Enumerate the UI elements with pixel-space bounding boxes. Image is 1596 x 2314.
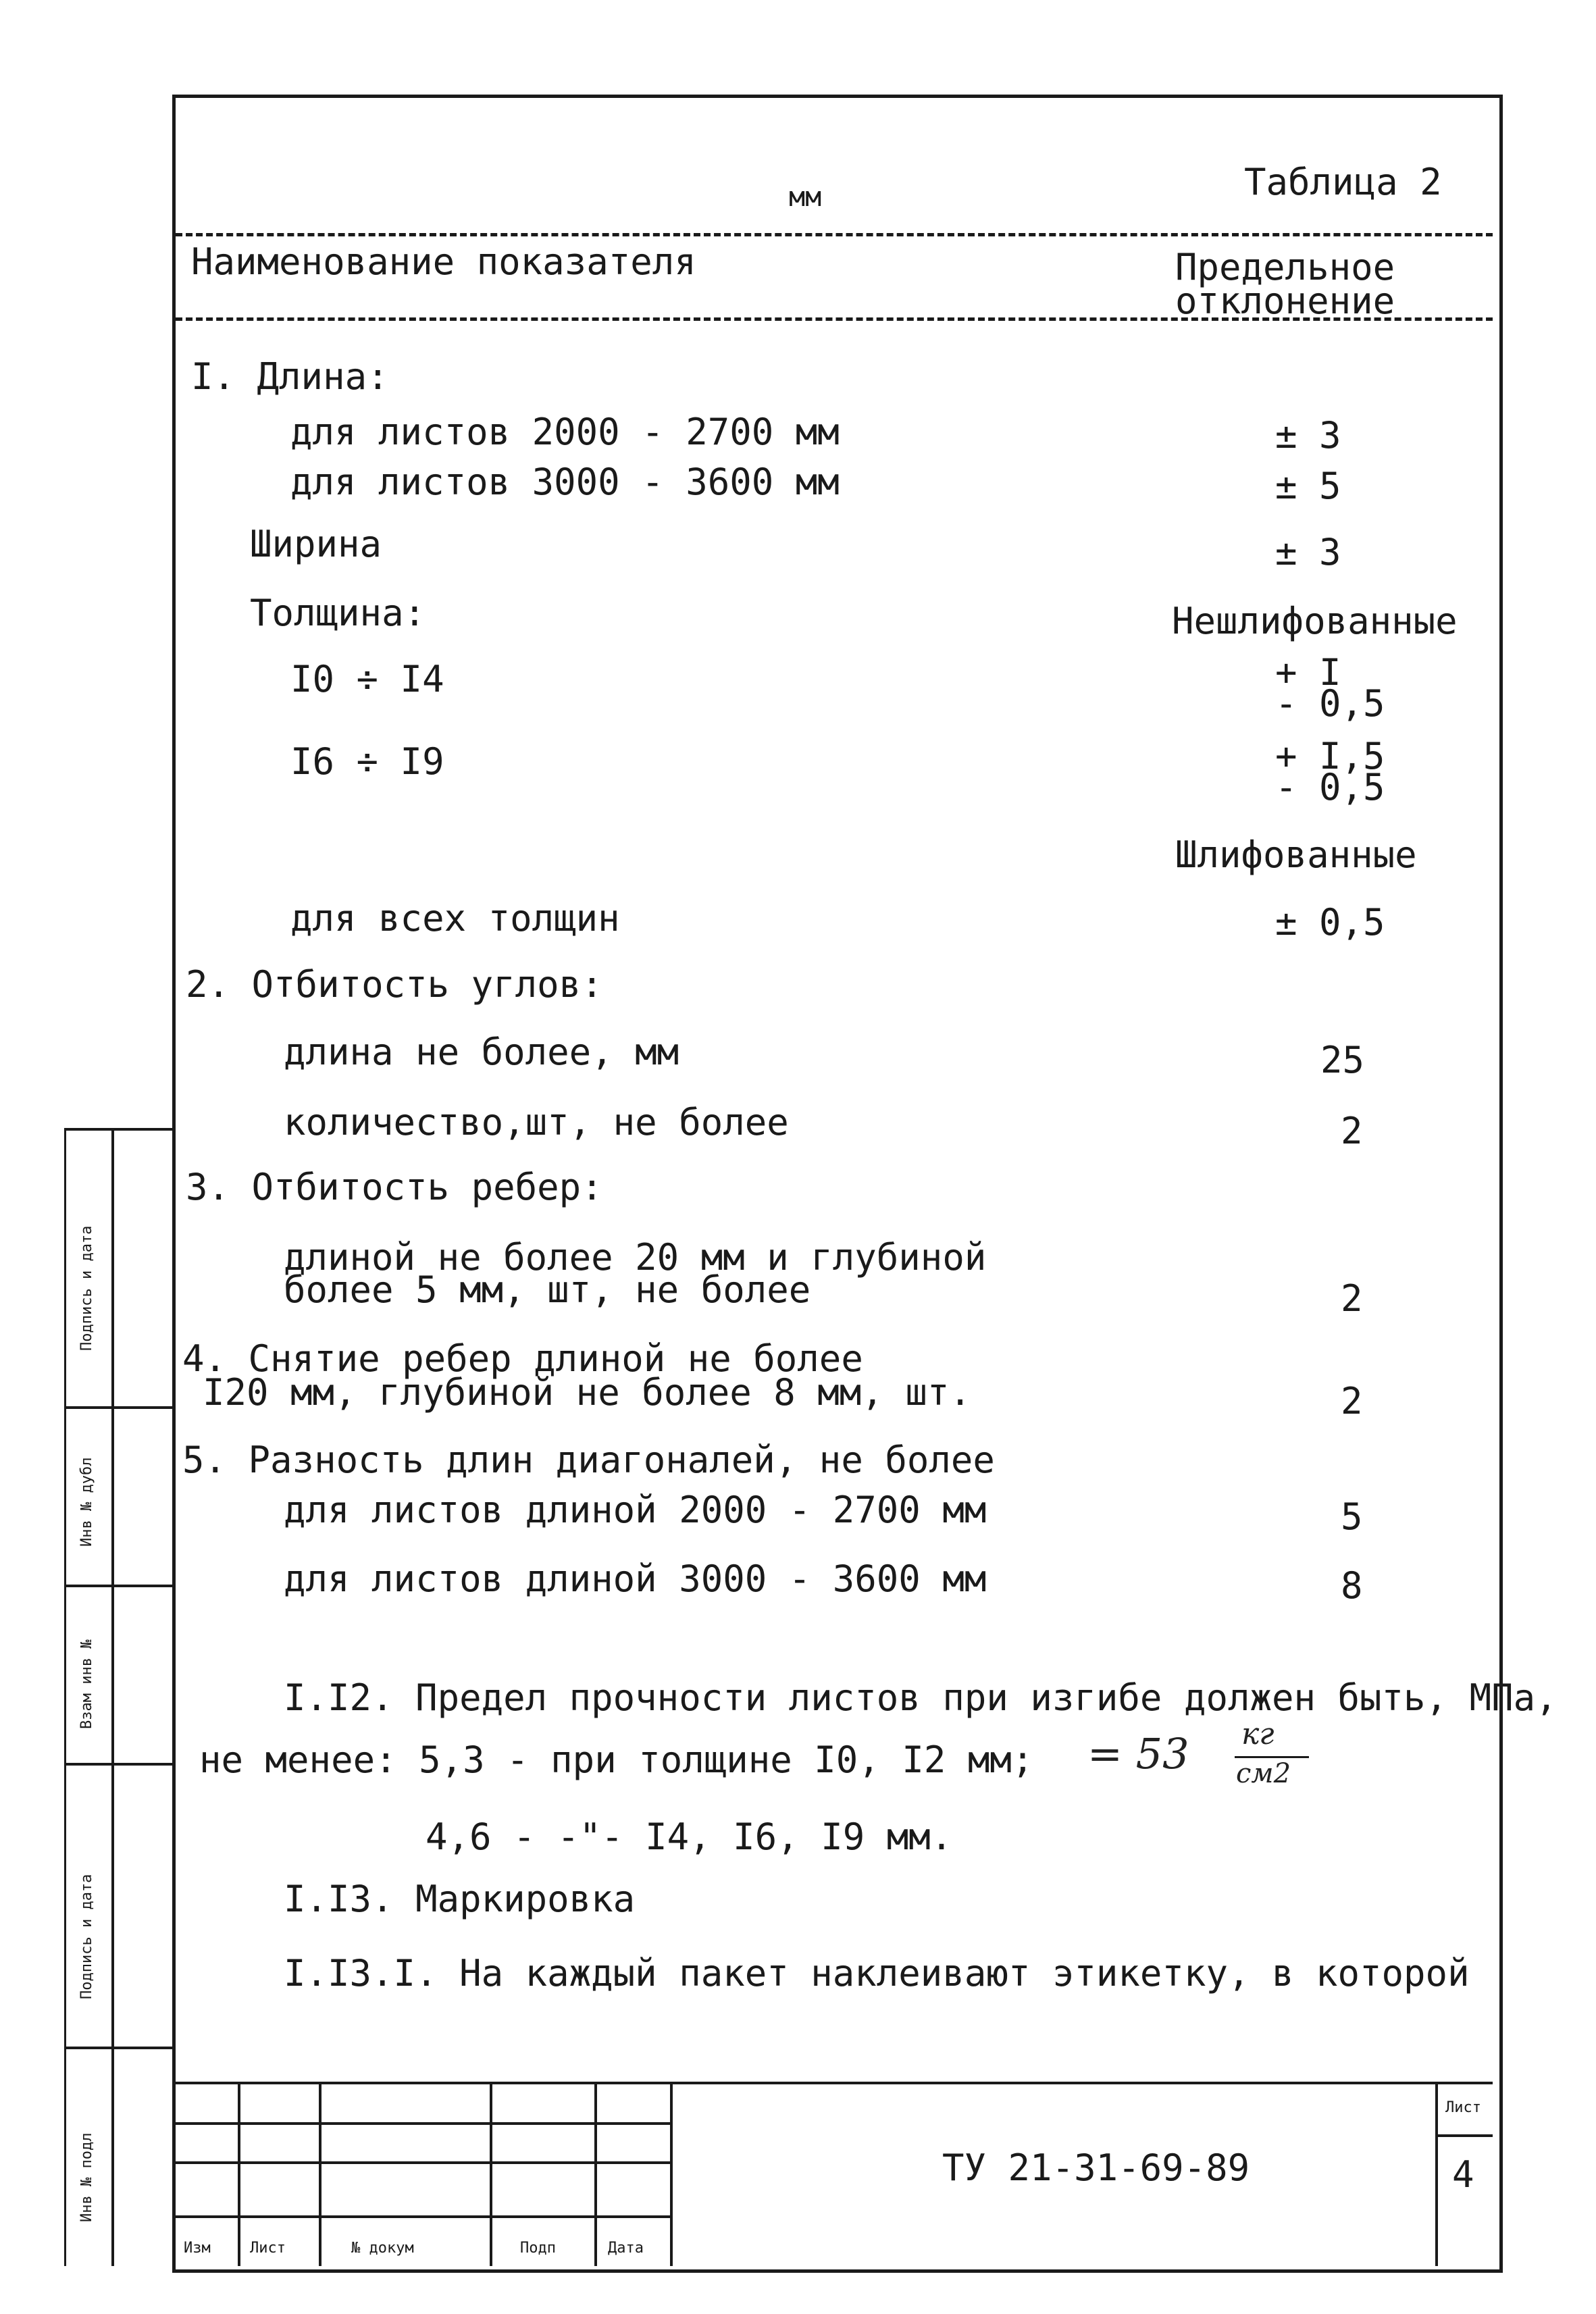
row-length-b-value: ± 5 — [1275, 465, 1341, 507]
stamp-document-code: ТУ 21-31-69-89 — [942, 2146, 1250, 2189]
row-chamfer-value: 2 — [1341, 1380, 1363, 1422]
unit-label: мм — [789, 182, 822, 213]
row-length-a: для листов 2000 - 2700 мм — [290, 411, 840, 453]
side-label-inv-dubl: Инв № дубл — [78, 1457, 95, 1547]
row-thickness-a: I0 ÷ I4 — [290, 658, 444, 700]
row-all-thickness: для всех толщин — [290, 897, 620, 940]
column-header-name: Наименование показателя — [191, 240, 696, 283]
stamp-sheet-label: Лист — [1445, 2099, 1481, 2116]
row-thickness-b-plus: + I,5 — [1275, 735, 1385, 777]
side-stamp-line — [111, 1128, 114, 2266]
row-diagonal-b-value: 8 — [1341, 1564, 1363, 1607]
row-width: Ширина — [250, 523, 382, 565]
row-chamfer-line1: 4. Снятие ребер длиной не более — [182, 1337, 863, 1380]
stamp-top-line — [176, 2082, 1493, 2084]
row-diagonal-b: для листов длиной 3000 - 3600 мм — [284, 1558, 987, 1600]
row-corners-length-value: 25 — [1320, 1039, 1365, 1081]
row-corners-count-value: 2 — [1341, 1110, 1363, 1152]
row-diagonal-title: 5. Разность длин диагоналей, не более — [182, 1439, 995, 1481]
row-length-b: для листов 3000 - 3600 мм — [290, 461, 840, 503]
side-stamp-outer-line — [64, 1128, 66, 2266]
row-thickness-a-minus: - 0,5 — [1275, 682, 1385, 725]
handwritten-unit-numerator: кг — [1241, 1717, 1275, 1751]
handwritten-equals: = 53 — [1087, 1729, 1189, 1778]
stamp-col-1 — [238, 2082, 240, 2266]
side-stamp-sep-2 — [64, 1585, 172, 1587]
stamp-col-5 — [670, 2082, 673, 2266]
side-stamp-sep-4 — [64, 2047, 172, 2049]
column-header-deviation-2: отклонение — [1175, 280, 1395, 322]
stamp-col-list: Лист — [250, 2240, 286, 2257]
row-thickness-b-minus: - 0,5 — [1275, 766, 1385, 808]
paragraph-1-13-1: I.I3.I. На каждый пакет наклеивают этикетку, в которой — [284, 1952, 1470, 1995]
stamp-col-3 — [490, 2082, 492, 2266]
stamp-sheet-line — [1435, 2134, 1493, 2137]
row-width-value: ± 3 — [1275, 531, 1341, 573]
stamp-col-sign: Подп — [520, 2240, 556, 2257]
row-length-title: I. Длина: — [191, 355, 389, 398]
paragraph-1-13: I.I3. Маркировка — [284, 1878, 636, 1920]
row-diagonal-a-value: 5 — [1341, 1495, 1363, 1538]
side-label-inv-podl: Инв № подл — [78, 2132, 95, 2222]
side-stamp-sep-3 — [64, 1763, 172, 1766]
row-edges-value: 2 — [1341, 1277, 1363, 1320]
row-edges-line1: длиной не более 20 мм и глубиной — [284, 1236, 987, 1279]
row-length-a-value: ± 3 — [1275, 414, 1341, 457]
row-edges-line2: более 5 мм, шт, не более — [284, 1268, 811, 1311]
row-all-thickness-value: ± 0,5 — [1275, 901, 1385, 944]
side-label-vzam-inv: Взам инв № — [78, 1639, 95, 1729]
paragraph-1-12-line1: I.I2. Предел прочности листов при изгибе должен быть, МПа, — [284, 1676, 1558, 1719]
row-diagonal-a: для листов длиной 2000 - 2700 мм — [284, 1489, 987, 1531]
side-label-sign-date-2: Подпись и дата — [78, 1874, 95, 1999]
column-header-deviation-1: Предельное — [1175, 246, 1395, 288]
side-stamp-sep-1 — [64, 1406, 172, 1409]
row-thickness-b: I6 ÷ I9 — [290, 740, 444, 783]
paragraph-1-12-line2: не менее: 5,3 - при толщине I0, I2 мм; — [199, 1739, 1034, 1781]
side-stamp-top — [64, 1128, 172, 1131]
side-label-sign-date-1: Подпись и дата — [78, 1225, 95, 1351]
table-label: Таблица 2 — [1244, 161, 1442, 203]
header-divider-top — [176, 233, 1493, 236]
stamp-col-2 — [319, 2082, 321, 2266]
stamp-col-izm: Изм — [184, 2240, 211, 2257]
stamp-sheet-number: 4 — [1452, 2153, 1474, 2196]
row-thickness-a-plus: + I — [1275, 651, 1341, 694]
row-corners-length: длина не более, мм — [284, 1031, 679, 1073]
row-corners-count: количество,шт, не более — [284, 1101, 789, 1143]
stamp-col-4 — [594, 2082, 597, 2266]
row-unpolished: Нешлифованные — [1172, 600, 1458, 642]
row-thickness: Толщина: — [250, 592, 426, 634]
paragraph-1-12-line3: 4,6 - -"- I4, I6, I9 мм. — [426, 1816, 953, 1858]
row-polished: Шлифованные — [1175, 833, 1417, 876]
row-chamfer-line2: I20 мм, глубиной не более 8 мм, шт. — [203, 1371, 971, 1414]
stamp-col-doc: № докум — [351, 2240, 414, 2257]
stamp-col-date: Дата — [608, 2240, 644, 2257]
handwritten-unit-denominator: см2 — [1236, 1758, 1291, 1789]
stamp-sheet-divider — [1435, 2082, 1438, 2266]
header-divider-bottom — [176, 317, 1493, 321]
row-edges-title: 3. Отбитость ребер: — [186, 1166, 603, 1208]
row-corners-title: 2. Отбитость углов: — [186, 963, 603, 1006]
